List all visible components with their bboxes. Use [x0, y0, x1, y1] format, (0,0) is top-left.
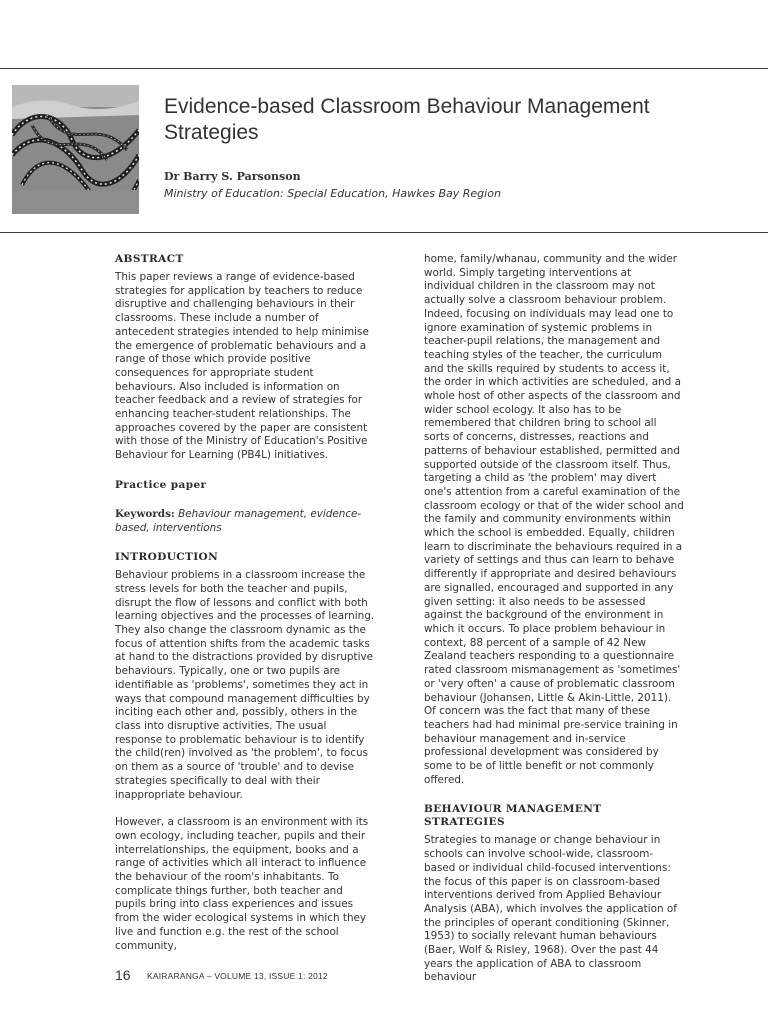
keywords-text: Behaviour management, evidence-based, interventions — [115, 507, 362, 534]
strategies-heading: BEHAVIOUR MANAGEMENT STRATEGIES — [424, 803, 602, 829]
keywords — [115, 508, 375, 535]
right-column — [424, 253, 684, 985]
introduction-heading: INTRODUCTION — [115, 551, 219, 564]
author-name: Dr Barry S. Parsonson — [164, 170, 301, 183]
abstract-heading: ABSTRACT — [115, 253, 184, 265]
introduction-paragraph-1: Behaviour problems in a classroom increase the stress levels for both the teacher and pupils, disrupt the flow of lessons and conflict with both learning objectives and the processes of learning. They also change the classroom dynamic as the focus of attention shifts from the academic tasks at hand to the distractions provided by disruptive behaviours. Typically, one or two pupils are identifiable as 'problems', sometimes they act in ways that compound management difficulties by inciting each other and, possibly, others in the class into disruptive activities. The usual response to problematic behaviour is to identify the child(ren) involved as 'the problem', to focus on them as a source of 'trouble' and to devise strategies specifically to deal with their inappropriate behaviour. — [115, 569, 375, 801]
decorative-artwork-thumbnail — [12, 85, 139, 214]
strategies-paragraph-1: Strategies to manage or change behaviour in schools can involve school-wide, classroom-based or individual child-focused interventions: the focus of this paper is on classroom-based interventions derived from Applied Behaviour Analysis (ABA), which involves the application of the principles of operant conditioning (Skinner, 1953) to socially relevant human behaviours (Baer, Wolf & Risley, 1968). Over the past 44 years the application of ABA to classroom behaviour — [424, 834, 677, 984]
artwork-image — [12, 85, 139, 214]
article-title: Evidence-based Classroom Behaviour Management Strategies — [164, 95, 650, 144]
introduction-paragraph-2: However, a classroom is an environment with its own ecology, including teacher, pupils and their interrelationships, the equipment, books and a range of activities which all interact to influence the behaviour of the room's inhabitants. To complicate things further, both teacher and pupils bring into class experiences and issues from the wider ecological systems in which they live and function e.g. the rest of the school community, — [115, 816, 369, 952]
journal-citation: KAIRARANGA – VOLUME 13, ISSUE 1: 2012 — [147, 971, 328, 981]
author-affiliation: Ministry of Education: Special Education, Hawkes Bay Region — [164, 187, 501, 200]
paper-type-label: Practice paper — [115, 478, 207, 491]
top-rule — [0, 68, 768, 69]
left-column — [115, 253, 375, 953]
abstract-body: This paper reviews a range of evidence-based strategies for application by teachers to reduce disruptive and challenging behaviours in their classrooms. These include a number of antecedent strategies intended to help minimise the emergence of problematic behaviours and a range of those which provide positive consequences for appropriate student behaviours. Also included is information on teacher feedback and a review of strategies for enhancing teacher-student relationships. The approaches covered by the paper are consistent with those of the Ministry of Education's Positive Behaviour for Learning (PB4L) initiatives. — [115, 271, 369, 462]
page-number: 16 — [115, 967, 131, 983]
keywords-label: Keywords: — [115, 507, 175, 520]
header-rule — [0, 232, 768, 233]
introduction-paragraph-2-continued: home, family/whanau, community and the wider world. Simply targeting interventions at individual children in the classroom may not actually solve a classroom behaviour problem. Indeed, focusing on individuals may lead one to ignore examination of systemic problems in teacher-pupil relations, the management and teaching styles of the teacher, the curriculum and the skills required by students to access it, the order in which activities are scheduled, and a whole host of other aspects of the classroom and wider school ecology. It also has to be remembered that children bring to school all sorts of concerns, distresses, reactions and patterns of behaviour established, permitted and supported outside of the classroom itself. Thus, targeting a child as 'the problem' may divert one's attention from a careful examination of the classroom ecology or that of the wider school and the family and community environments within which the school is embedded. Equally, children learn to discriminate the behaviours required in a variety of settings and thus can learn to behave differently if appropriate and desired behaviours are signalled, encouraged and supported in any given setting: it also needs to be assessed against the background of the environment in which it occurs. To place problem behaviour in context, 88 percent of a sample of 42 New Zealand teachers responding to a questionnaire rated classroom mismanagement as 'sometimes' or 'very often' a cause of problematic classroom behaviour (Johansen, Little & Akin-Little, 2011). Of concern was the fact that many of these teachers had had minimal pre-service training in behaviour management and in-service professional development was considered by some to be of little benefit or not commonly offered. — [424, 253, 684, 786]
